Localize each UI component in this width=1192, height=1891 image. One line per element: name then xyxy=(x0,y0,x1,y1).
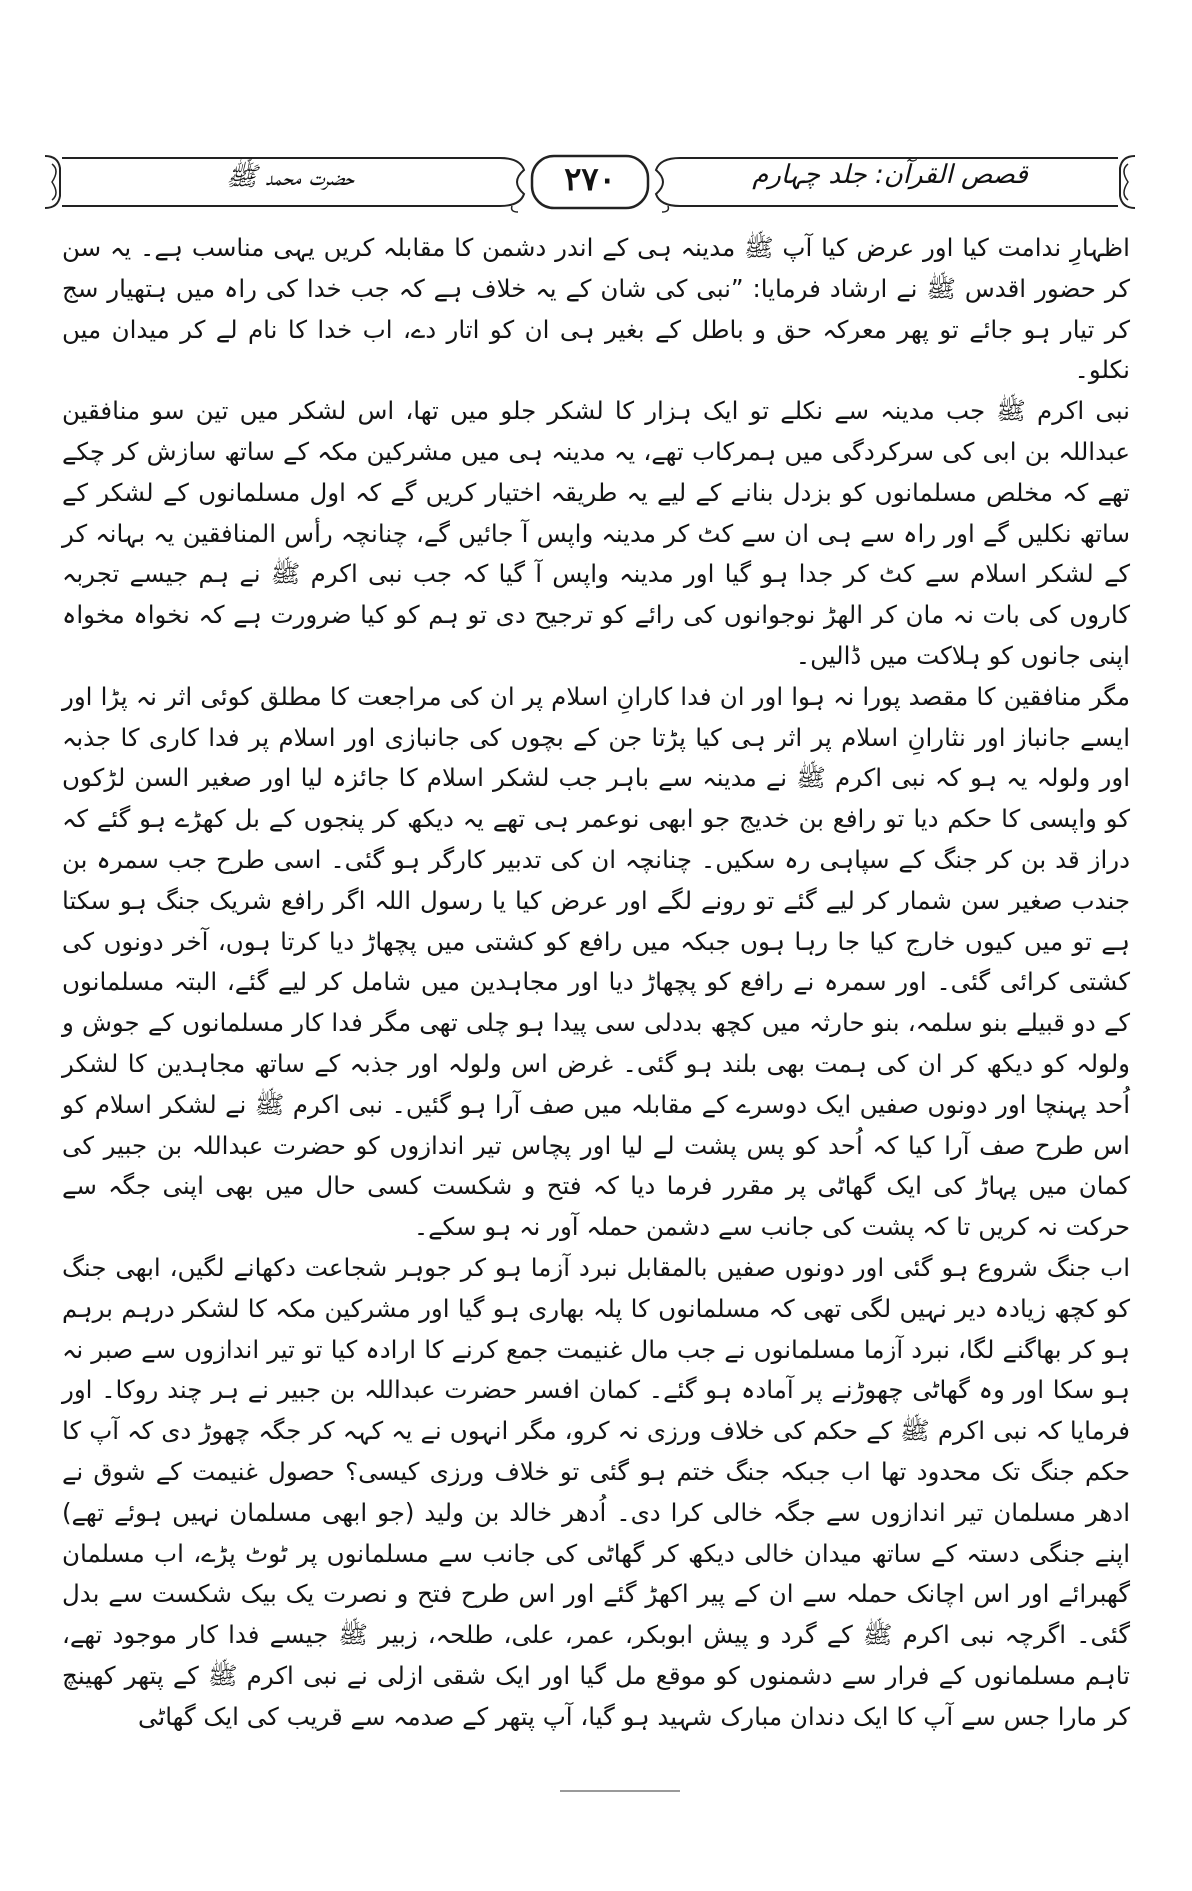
main-text xyxy=(62,228,1130,1737)
paragraph: مگر منافقین کا مقصد پورا نہ ہوا اور ان فدا کارانِ اسلام پر ان کی مراجعت کا مطلق کوئی اثر نہ پڑا اور ایسے جانباز اور نثارانِ اسلام پر اثر ہی کیا پڑتا جن کے بچوں کی جانبازی اور اسلام پر فدا کاری کا جذبہ اور ولولہ یہ ہو کہ نبی اکرم ﷺ نے مدینہ سے باہر جب لشکر اسلام کا جائزہ لیا اور صغیر السن لڑکوں کو واپسی کا حکم دیا تو رافع بن خدیج جو ابھی نوعمر ہی تھے یہ دیکھ کر پنجوں کے بل کھڑے ہو گئے کہ دراز قد بن کر جنگ کے سپاہی رہ سکیں۔ چنانچہ ان کی تدبیر کارگر ہو گئی۔ اسی طرح جب سمرہ بن جندب صغیر سن شمار کر لیے گئے تو رونے لگے اور عرض کیا یا رسول اللہ اگر رافع شریک جنگ ہو سکتا ہے تو میں کیوں خارج کیا جا رہا ہوں جبکہ میں رافع کو کشتی میں پچھاڑ دیا کرتا ہوں، آخر دونوں کی کشتی کرائی گئی۔ اور سمرہ نے رافع کو پچھاڑ دیا اور مجاہدین میں شامل کر لیے گئے، البتہ مسلمانوں کے دو قبیلے بنو سلمہ، بنو حارثہ میں کچھ بددلی سی پیدا ہو چلی تھی مگر فدا کار مسلمانوں کے جوش و ولولہ کو دیکھ کر ان کی ہمت بھی بلند ہو گئی۔ غرض اس ولولہ اور جذبہ کے ساتھ مجاہدین کا لشکر اُحد پہنچا اور دونوں صفیں ایک دوسرے کے مقابلہ میں صف آرا ہو گئیں۔ نبی اکرم ﷺ نے لشکر اسلام کو اس طرح صف آرا کیا کہ اُحد کو پس پشت لے لیا اور پچاس تیر اندازوں کو حضرت عبداللہ بن جبیر کی کمان میں پہاڑ کی ایک گھاٹی پر مقرر فرما دیا کہ فتح و شکست کسی حال میں بھی اپنی جگہ سے حرکت نہ کریں تا کہ پشت کی جانب سے دشمن حملہ آور نہ ہو سکے۔ xyxy=(62,681,1130,1242)
paragraph: اب جنگ شروع ہو گئی اور دونوں صفیں بالمقابل نبرد آزما ہو کر جوہر شجاعت دکھانے لگیں، ابھی جنگ کو کچھ زیادہ دیر نہیں لگی تھی کہ مسلمانوں کا پلہ بھاری ہو گیا اور مشرکین مکہ کا لشکر درہم برہم ہو کر بھاگنے لگا، نبرد آزما مسلمانوں نے جب مال غنیمت جمع کرنے کا ارادہ کیا تو تیر اندازوں سے صبر نہ ہو سکا اور وہ گھاٹی چھوڑنے پر آمادہ ہو گئے۔ کمان افسر حضرت عبداللہ بن جبیر نے ہر چند روکا۔ اور فرمایا کہ نبی اکرم ﷺ کے حکم کی خلاف ورزی نہ کرو، مگر انہوں نے یہ کہہ کر جگہ چھوڑ دی کہ آپ کا حکم جنگ تک محدود تھا اب جبکہ جنگ ختم ہو گئی تو خلاف ورزی کیسی؟ حصول غنیمت کے شوق نے ادھر مسلمان تیر اندازوں سے جگہ خالی کرا دی۔ اُدھر خالد بن ولید (جو ابھی مسلمان نہیں ہوئے تھے) اپنے جنگی دستہ کے ساتھ میدان خالی دیکھ کر گھاٹی کی جانب سے مسلمانوں پر ٹوٹ پڑے، اب مسلمان گھبرائے اور اس اچانک حملہ سے ان کے پیر اکھڑ گئے اور اس طرح فتح و نصرت یک بیک شکست سے بدل گئی۔ اگرچہ نبی اکرم ﷺ کے گرد و پیش ابوبکر، عمر، علی، طلحہ، زبیر ﷺ جیسے فدا کار موجود تھے، تاہم مسلمانوں کے فرار سے دشمنوں کو موقع مل گیا اور ایک شقی ازلی نے نبی اکرم ﷺ کے پتھر کھینچ کر مارا جس سے آپ کا ایک دندان مبارک شہید ہو گیا، آپ پتھر کے صدمہ سے قریب کی ایک گھاٹی xyxy=(62,1252,1130,1731)
book-title: قصص القرآن: جلد چہارم xyxy=(752,160,1028,190)
page-number: ۲۷۰ xyxy=(564,160,616,198)
page-header xyxy=(40,150,1140,214)
chapter-title: حضرت محمد ﷺ xyxy=(225,162,355,192)
paragraph: اظہارِ ندامت کیا اور عرض کیا آپ ﷺ مدینہ ہی کے اندر دشمن کا مقابلہ کریں یہی مناسب ہے۔ یہ سن کر حضور اقدس ﷺ نے ارشاد فرمایا: ”نبی کی شان کے یہ خلاف ہے کہ جب خدا کی راہ میں ہتھیار سج کر تیار ہو جائے تو پھر معرکہ حق و باطل کے بغیر ہی ان کو اتار دے، اب خدا کا نام لے کر میدان میں نکلو۔ xyxy=(62,233,1130,385)
paragraph: نبی اکرم ﷺ جب مدینہ سے نکلے تو ایک ہزار کا لشکر جلو میں تھا، اس لشکر میں تین سو منافقین عبداللہ بن ابی کی سرکردگی میں ہمرکاب تھے، یہ مدینہ ہی میں مشرکین مکہ کے ساتھ سازش کر چکے تھے کہ مخلص مسلمانوں کو بزدل بنانے کے لیے یہ طریقہ اختیار کریں گے کہ اول مسلمانوں کے لشکر کے ساتھ نکلیں گے اور راہ سے ہی ان سے کٹ کر مدینہ واپس آ جائیں گے، چنانچہ رأس المنافقین یہ بہانہ کر کے لشکر اسلام سے کٹ کر جدا ہو گیا اور مدینہ واپس آ گیا کہ جب نبی اکرم ﷺ نے ہم جیسے تجربہ کاروں کی بات نہ مان کر الھڑ نوجوانوں کی رائے کو ترجیح دی تو ہم کو کیا ضرورت ہے کہ نخواہ مخواہ اپنی جانوں کو ہلاکت میں ڈالیں۔ xyxy=(62,396,1130,670)
footer-rule xyxy=(560,1790,680,1792)
